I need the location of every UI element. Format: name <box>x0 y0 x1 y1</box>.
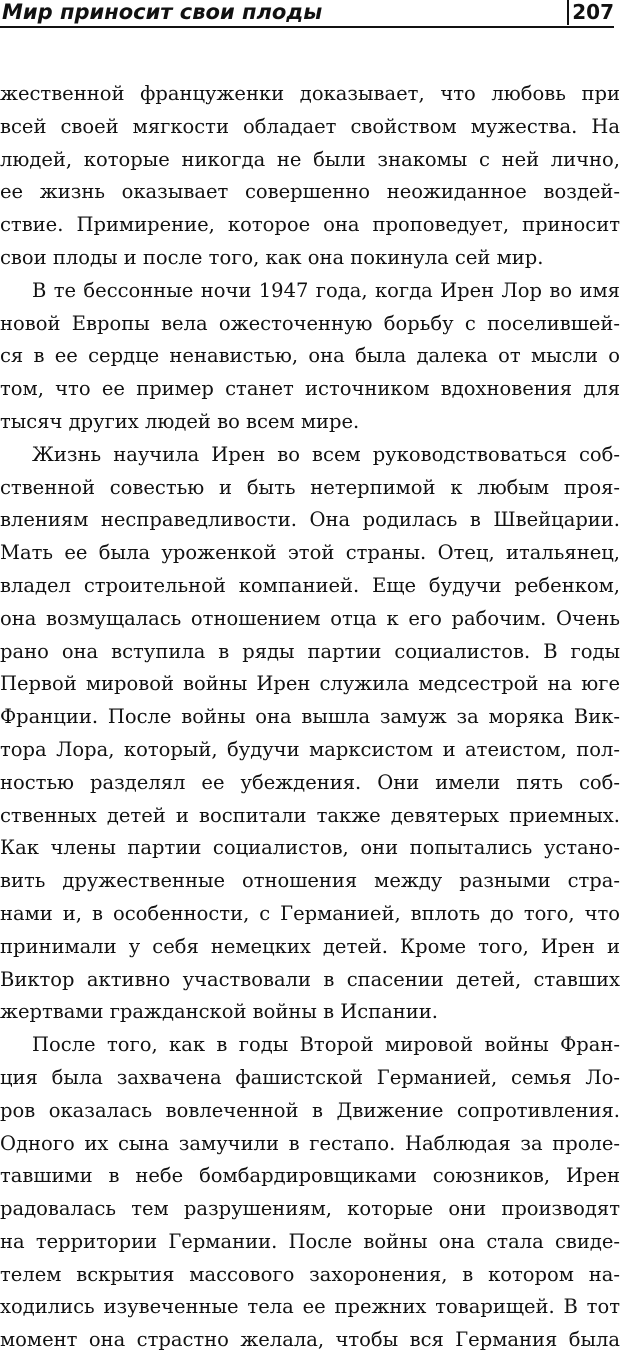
text-line: всей своей мягкости обладает свойством мужества. На <box>0 114 620 138</box>
text-line: ров оказалась вовлеченной в Движение сопротивления. <box>0 1098 620 1122</box>
text-line: она возмущалась отношением отца к его рабочим. Очень <box>0 606 620 630</box>
text-line: После того, как в годы Второй мировой войны Фран- <box>32 1033 620 1057</box>
text-line: жертвами гражданской войны в Испании. <box>0 1000 438 1024</box>
text-line: тавшими в небе бомбардировщиками союзников, Ирен <box>0 1164 620 1188</box>
page-number: 207 <box>567 0 614 25</box>
text-line: вить дружественные отношения между разными стра- <box>0 869 620 893</box>
text-line: Мать ее была уроженкой этой страны. Отец, итальянец, <box>0 541 620 565</box>
text-line: Одного их сына замучили в гестапо. Наблюдая за проле- <box>0 1131 620 1155</box>
text-line: телем вскрытия массового захоронения, в котором на- <box>0 1262 620 1286</box>
text-line: тысяч других людей во всем мире. <box>0 409 360 433</box>
text-line: ностью разделял ее убеждения. Они имели пять соб- <box>0 770 620 794</box>
text-line: момент она страстно желала, чтобы вся Германия была <box>0 1328 620 1352</box>
body-text <box>0 78 620 1357</box>
text-line: на территории Германии. После войны она стала свиде- <box>0 1229 620 1253</box>
text-line: рано она вступила в ряды партии социалистов. В годы <box>0 639 620 663</box>
text-line: Как члены партии социалистов, они попытались устано- <box>0 836 620 860</box>
text-line: новой Европы вела ожесточенную борьбу с поселившей- <box>0 311 620 335</box>
text-line: радовалась тем разрушениям, которые они производят <box>0 1197 620 1221</box>
text-line: влениям несправедливости. Она родилась в Швейцарии. <box>0 508 620 532</box>
text-line: ствие. Примирение, которое она проповедует, приносит <box>0 213 620 237</box>
text-line: ция была захвачена фашистской Германией, семья Ло- <box>0 1065 620 1089</box>
text-line: тора Лора, который, будучи марксистом и атеистом, пол- <box>0 737 620 761</box>
text-line: Жизнь научила Ирен во всем руководствоваться соб- <box>32 442 620 466</box>
text-line: Виктор активно участвовали в спасении детей, ставших <box>0 967 620 991</box>
text-line: В те бессонные ночи 1947 года, когда Ирен Лор во имя <box>32 278 620 302</box>
text-line: владел строительной компанией. Еще будучи ребенком, <box>0 573 620 597</box>
text-line: ственной совестью и быть нетерпимой к любым проя- <box>0 475 620 499</box>
text-line: свои плоды и после того, как она покинула сей мир. <box>0 245 544 269</box>
running-title: Мир приносит свои плоды <box>2 0 323 24</box>
text-line: людей, которые никогда не были знакомы с ней лично, <box>0 147 620 171</box>
text-line: Франции. После войны она вышла замуж за моряка Вик- <box>0 705 620 729</box>
text-line: ее жизнь оказывает совершенно неожиданное воздей- <box>0 180 620 204</box>
text-line: жественной француженки доказывает, что любовь при <box>0 82 620 105</box>
text-line: ходились изувеченные тела ее прежних товарищей. В тот <box>0 1295 620 1319</box>
text-line: Первой мировой войны Ирен служила медсестрой на юге <box>0 672 620 696</box>
text-line: том, что ее пример станет источником вдохновения для <box>0 377 620 401</box>
page-header <box>0 0 614 28</box>
text-line: ся в ее сердце ненавистью, она была далека от мысли о <box>0 344 620 368</box>
text-line: принимали у себя немецких детей. Кроме того, Ирен и <box>0 934 620 958</box>
text-line: нами и, в особенности, с Германией, вплоть до того, что <box>0 901 620 925</box>
text-line: ственных детей и воспитали также девятерых приемных. <box>0 803 620 827</box>
